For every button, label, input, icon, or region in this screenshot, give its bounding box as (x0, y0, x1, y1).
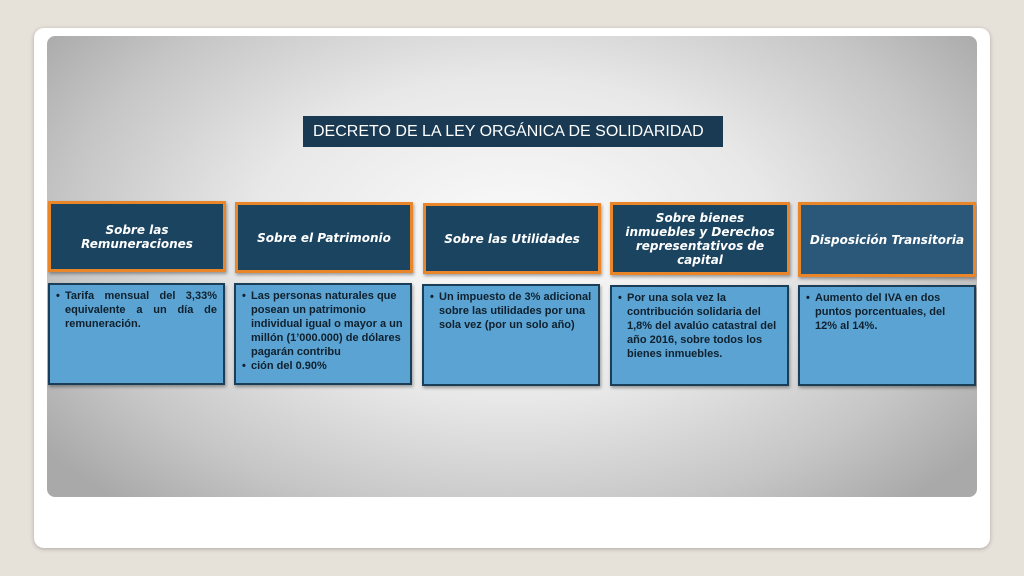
bullet-item: • Las personas naturales que posean un patrimonio individual igual o mayor a un millón (1’000.000) de dólares pagarán contribu (242, 289, 404, 359)
slide-title: DECRETO DE LA LEY ORGÁNICA DE SOLIDARIDAD (303, 116, 723, 147)
header-remuneraciones (48, 201, 226, 272)
bullet-item: • Por una sola vez la contribución solidaria del 1,8% del avalúo catastral del año 2016, sobre todos los bienes inmuebles. (618, 291, 781, 361)
header-patrimonio-label: Sobre el Patrimonio (257, 230, 391, 245)
header-remuneraciones-label: Sobre las Remuneraciones (81, 222, 193, 251)
header-patrimonio (235, 202, 413, 273)
header-bienes-inmuebles-label: Sobre bienes inmuebles y Derechos representativos de capital (625, 210, 775, 267)
content-patrimonio (234, 283, 412, 385)
header-utilidades-label: Sobre las Utilidades (444, 231, 580, 246)
header-bienes-inmuebles (610, 202, 790, 275)
content-remuneraciones (48, 283, 225, 385)
bullet-item: • Un impuesto de 3% adicional sobre las utilidades por una sola vez (por un solo año) (430, 290, 592, 332)
header-disposicion-transitoria-label: Disposición Transitoria (809, 232, 965, 247)
bullet-item: • Tarifa mensual del 3,33% equivalente a un día de remuneración. (56, 289, 217, 331)
content-utilidades (422, 284, 600, 386)
bullet-item: • Aumento del IVA en dos puntos porcentuales, del 12% al 14%. (806, 291, 968, 333)
header-utilidades (423, 203, 601, 274)
content-bienes-inmuebles (610, 285, 789, 386)
slide-canvas (47, 36, 977, 497)
header-disposicion-transitoria (798, 202, 976, 277)
content-disposicion-transitoria (798, 285, 976, 386)
bullet-item: • ción del 0.90% (242, 359, 404, 373)
